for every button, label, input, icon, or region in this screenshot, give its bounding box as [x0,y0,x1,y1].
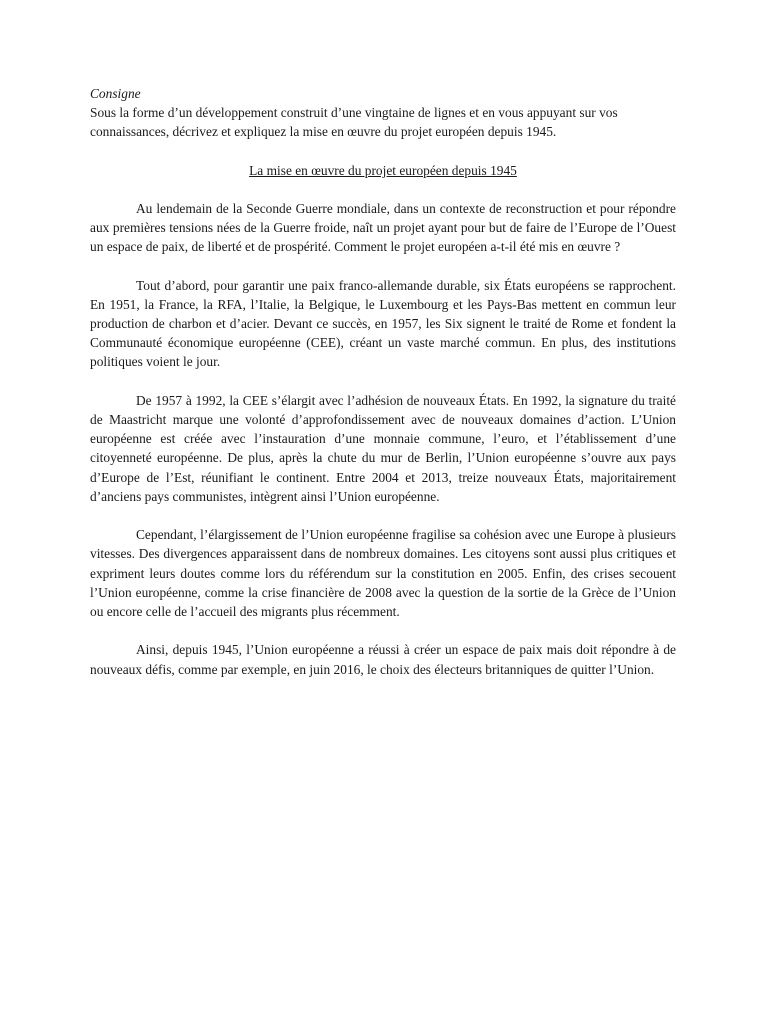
paragraph-challenges: Cependant, l’élargissement de l’Union européenne fragilise sa cohésion avec une Europe à plusieurs vitesses. Des divergences apparaissent dans de nombreux domaines. Les citoyens sont aussi plus critiques et expriment leurs doutes comme lors du référendum sur la constitution en 2005. Enfin, des crises secouent l’Union européenne, comme la crise financière de 2008 avec la question de la sortie de la Grèce de l’Union ou encore celle de l’accueil des migrants plus récemment. [90,527,676,620]
paragraph-enlargement: De 1957 à 1992, la CEE s’élargit avec l’adhésion de nouveaux États. En 1992, la signature du traité de Maastricht marque une volonté d’approfondissement avec de nouveaux domaines d’action. L’Union européenne est créée avec l’instauration d’une monnaie commune, l’euro, et l’établissement d’une citoyenneté européenne. De plus, après la chute du mur de Berlin, l’Union européenne s’ouvre aux pays d’Europe de l’Est, réunifiant le continent. Entre 2004 et 2013, treize nouveaux États, majoritairement d’anciens pays communistes, intègrent ainsi l’Union européenne. [90,392,676,504]
paragraph-conclusion: Ainsi, depuis 1945, l’Union européenne a réussi à créer un espace de paix mais doit répondre à de nouveaux défis, comme par exemple, en juin 2016, le choix des électeurs britanniques de quitter l’Union. [90,642,676,677]
consigne-label: Consigne [90,86,141,101]
consigne-text: Sous la forme d’un développement construit d’une vingtaine de lignes et en vous appuyant sur vos connaissances, décrivez et expliquez la mise en œuvre du projet européen depuis 1945. [90,105,618,140]
document-page [90,84,676,698]
paragraph-introduction: Au lendemain de la Seconde Guerre mondiale, dans un contexte de reconstruction et pour répondre aux premières tensions nées de la Guerre froide, naît un projet ayant pour but de faire de l’Europe de l’Ouest un espace de paix, de liberté et de prospérité. Comment le projet européen a-t-il été mis en œuvre ? [90,200,676,255]
paragraph-construction: Tout d’abord, pour garantir une paix franco-allemande durable, six États européens se rapprochent. En 1951, la France, la RFA, l’Italie, la Belgique, le Luxembourg et les Pays-Bas mettent en commun leur production de charbon et d’acier. Devant ce succès, en 1957, les Six signent le traité de Rome et fondent la Communauté économique européenne (CEE), créant un vaste marché commun. En plus, des institutions politiques voient le jour. [90,277,676,370]
essay-title: La mise en œuvre du projet européen depuis 1945 [249,162,517,178]
